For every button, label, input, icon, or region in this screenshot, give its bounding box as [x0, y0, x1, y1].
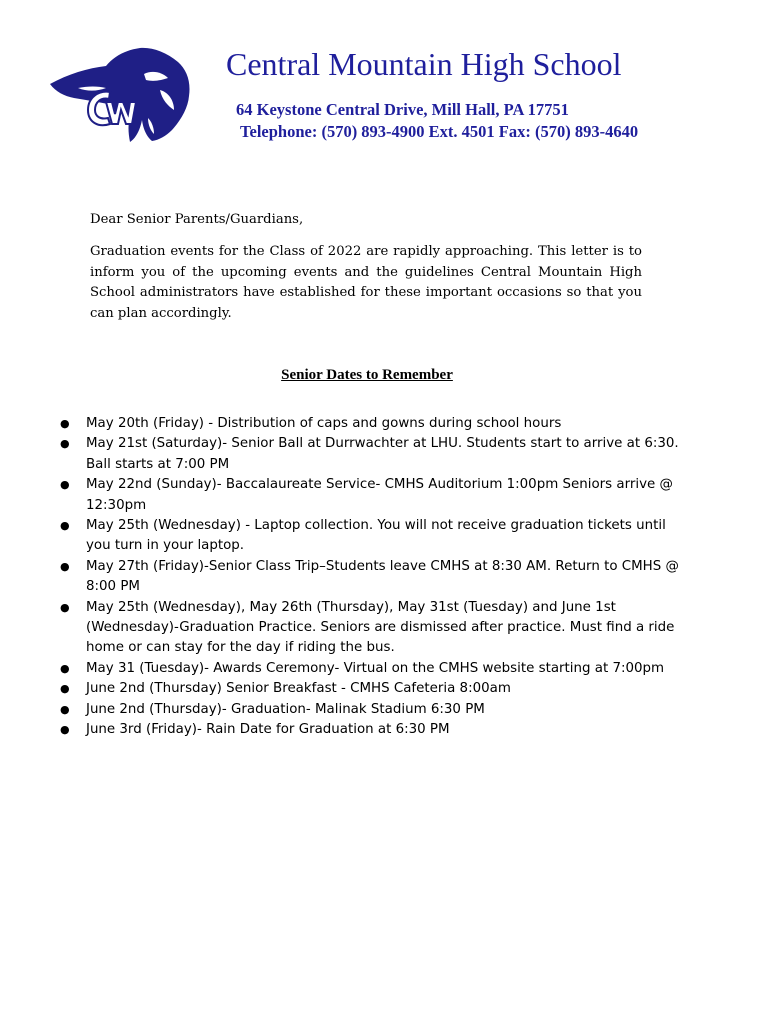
- list-item: [60, 434, 680, 475]
- senior-dates-list: [60, 414, 680, 741]
- school-phone-fax: Telephone: (570) 893-4900 Ext. 4501 Fax: (570) 893-4640: [240, 122, 639, 141]
- date-text: June 2nd (Thursday) Senior Breakfast - CMHS Cafeteria 8:00am: [86, 681, 511, 697]
- bullet-icon: ●: [60, 559, 70, 573]
- bullet-icon: ●: [60, 661, 70, 675]
- date-text: May 25th (Wednesday) - Laptop collection. You will not receive graduation tickets until you turn in your laptop.: [86, 518, 666, 554]
- date-text: May 25th (Wednesday), May 26th (Thursday), May 31st (Tuesday) and June 1st (Wednesday)-Graduation Practice. Seniors are dismissed after practice. Must find a ride home or can stay for the day if riding the bus.: [86, 599, 675, 656]
- list-item: [60, 557, 680, 598]
- bullet-icon: ●: [60, 682, 70, 696]
- school-address: 64 Keystone Central Drive, Mill Hall, PA 17751: [236, 100, 569, 119]
- date-text: May 31 (Tuesday)- Awards Ceremony- Virtual on the CMHS website starting at 7:00pm: [86, 660, 665, 676]
- school-name: Central Mountain High School: [226, 46, 622, 82]
- list-item: [60, 516, 680, 557]
- bullet-icon: ●: [60, 519, 70, 533]
- list-item: [60, 598, 680, 659]
- date-text: June 3rd (Friday)- Rain Date for Graduation at 6:30 PM: [86, 722, 450, 738]
- list-item: [60, 414, 680, 434]
- bullet-icon: ●: [60, 702, 70, 716]
- section-heading: Senior Dates to Remember: [281, 367, 453, 383]
- list-item: [60, 700, 680, 720]
- bullet-icon: ●: [60, 417, 70, 430]
- bullet-icon: ●: [60, 478, 70, 492]
- list-item: [60, 679, 680, 699]
- salutation: Dear Senior Parents/Guardians,: [90, 212, 304, 227]
- list-item: [60, 475, 680, 516]
- intro-paragraph: Graduation events for the Class of 2022 are rapidly approaching. This letter is to inform you of the upcoming events and the guidelines Central Mountain High School administrators have established for these important occasions so that you can plan accordingly.: [90, 244, 642, 322]
- date-text: May 20th (Friday) - Distribution of caps and gowns during school hours: [86, 416, 562, 431]
- bullet-icon: ●: [60, 723, 70, 737]
- list-item: [60, 659, 680, 679]
- bullet-icon: ●: [60, 437, 70, 451]
- list-item: [60, 720, 680, 740]
- cougar-cm-logo-icon: [48, 44, 193, 144]
- date-text: June 2nd (Thursday)- Graduation- Malinak Stadium 6:30 PM: [86, 701, 485, 717]
- date-text: May 22nd (Sunday)- Baccalaureate Service- CMHS Auditorium 1:00pm Seniors arrive @ 12:30pm: [86, 477, 673, 513]
- date-text: May 27th (Friday)-Senior Class Trip–Students leave CMHS at 8:30 AM. Return to CMHS @ 8:00 PM: [86, 558, 679, 595]
- cougar-head-shape: [50, 48, 190, 142]
- date-text: May 21st (Saturday)- Senior Ball at Durrwachter at LHU. Students start to arrive at 6:30. Ball starts at 7:00 PM: [86, 436, 679, 472]
- bullet-icon: ●: [60, 600, 70, 614]
